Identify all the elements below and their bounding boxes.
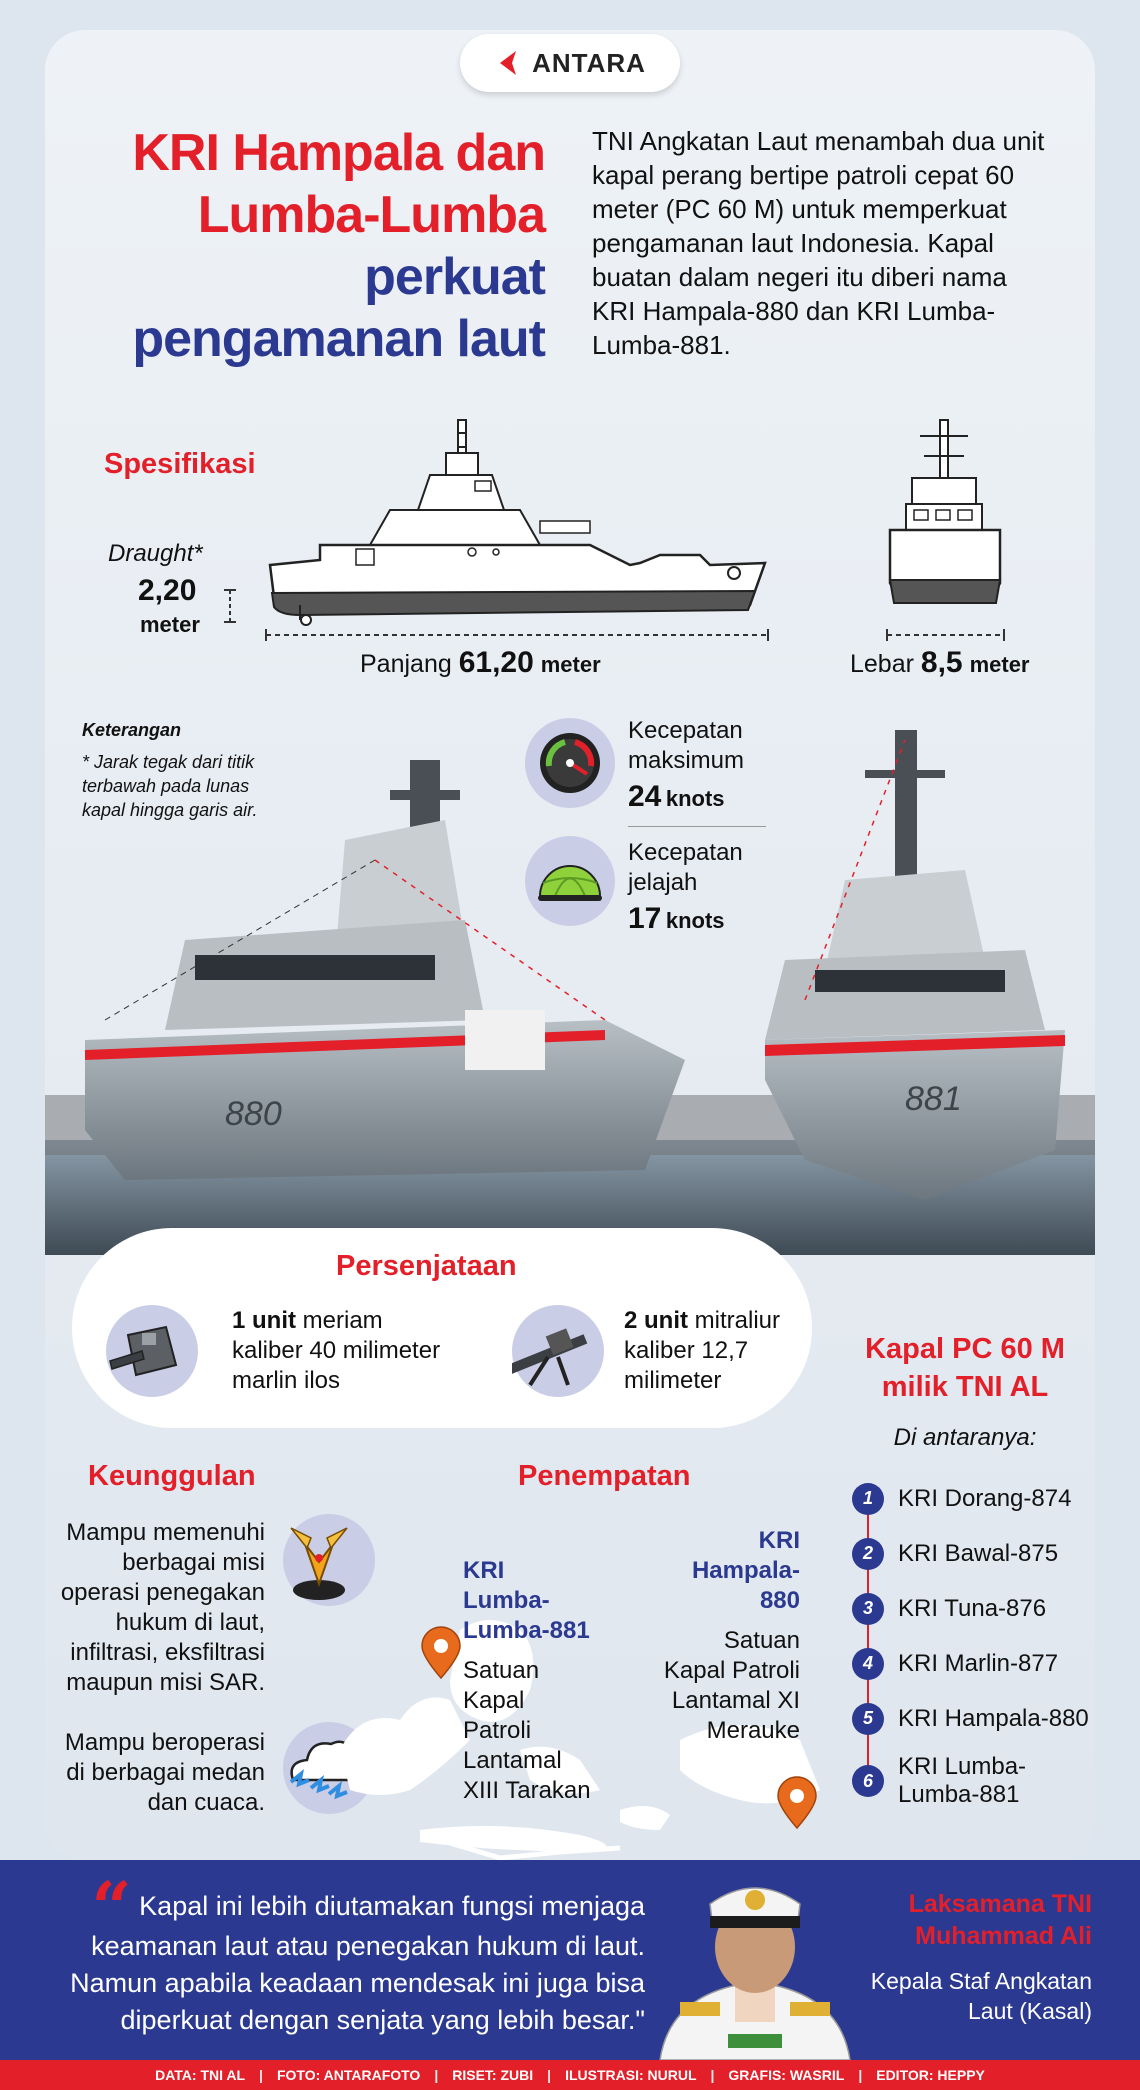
location-pin-icon bbox=[776, 1776, 818, 1830]
width-dimension-line bbox=[883, 628, 1008, 642]
cruise-speed-label-2: jelajah bbox=[628, 869, 698, 896]
draught-value: 2,20 bbox=[138, 574, 197, 607]
placement-ship-2-name-line: KRI bbox=[758, 1527, 800, 1554]
weapon-2 bbox=[624, 1306, 780, 1396]
advantage-1-line: berbagai misi bbox=[122, 1549, 265, 1576]
quote-person-role bbox=[830, 1966, 1092, 2026]
person-role-line-2: Laut (Kasal) bbox=[967, 1998, 1092, 2024]
advantage-1 bbox=[40, 1518, 265, 1698]
advantage-1-line: operasi penegakan bbox=[60, 1579, 265, 1606]
advantages-heading: Keunggulan bbox=[88, 1460, 256, 1492]
antara-logo[interactable] bbox=[460, 34, 680, 92]
placement-ship-1-name-line: Lumba-881 bbox=[463, 1617, 590, 1644]
max-speed bbox=[628, 780, 725, 814]
list-number: 1 bbox=[852, 1483, 884, 1515]
placement-ship-1-unit bbox=[463, 1656, 591, 1806]
list-item bbox=[852, 1691, 1102, 1746]
fleet-heading-line-1: Kapal PC 60 M bbox=[865, 1333, 1065, 1365]
ship-front-view-icon bbox=[880, 418, 1010, 613]
weapon-2-count: 2 unit bbox=[624, 1307, 688, 1334]
quote-line-1: Kapal ini lebih diutamakan fungsi menjaga bbox=[139, 1891, 645, 1921]
list-item bbox=[852, 1526, 1102, 1581]
list-item-name: KRI Lumba-Lumba-881 bbox=[898, 1753, 1027, 1808]
placement-ship-1-name-line: Lumba- bbox=[463, 1587, 550, 1614]
advantage-1-line: Mampu memenuhi bbox=[66, 1519, 265, 1546]
list-number: 6 bbox=[852, 1765, 884, 1797]
person-name-line-2: Muhammad Ali bbox=[915, 1922, 1092, 1950]
max-speed-label-2: maksimum bbox=[628, 747, 745, 774]
placement-heading: Penempatan bbox=[518, 1460, 691, 1492]
list-item-name: KRI Marlin-877 bbox=[898, 1649, 1059, 1677]
quote-line-4: diperkuat dengan senjata yang lebih besar." bbox=[120, 2005, 645, 2035]
cannon-icon-wrap bbox=[106, 1305, 198, 1397]
list-item bbox=[852, 1471, 1102, 1526]
placement-ship-2-unit-line: Lantamal XI bbox=[671, 1687, 800, 1714]
advantage-2-line: dan cuaca. bbox=[147, 1789, 265, 1816]
width-label: Lebar bbox=[850, 650, 914, 678]
max-speed-value: 24 bbox=[628, 780, 662, 813]
hull-number-881: 881 bbox=[905, 1080, 962, 1118]
draught-unit: meter bbox=[140, 612, 200, 637]
cruise-speed bbox=[628, 902, 725, 936]
weapon-2-type: mitraliur bbox=[688, 1307, 781, 1334]
placement-ship-2-unit-line: Kapal Patroli bbox=[663, 1657, 800, 1684]
machine-gun-icon-wrap bbox=[512, 1305, 604, 1397]
max-speed-unit: knots bbox=[665, 786, 725, 811]
weapon-1 bbox=[232, 1306, 440, 1396]
weapon-1-type: meriam bbox=[296, 1307, 383, 1334]
length-unit: meter bbox=[540, 652, 601, 677]
width-value: 8,5 bbox=[920, 646, 963, 679]
placement-ship-1-unit-line: Kapal bbox=[463, 1687, 525, 1714]
cruise-speed-label bbox=[628, 838, 743, 898]
max-speed-label-1: Kecepatan bbox=[628, 717, 743, 744]
list-number: 4 bbox=[852, 1648, 884, 1680]
credit-item: DATA: TNI AL bbox=[155, 2067, 246, 2083]
advantage-1-line: hukum di laut, bbox=[115, 1609, 265, 1636]
fleet-subheading: Di antaranya: bbox=[893, 1424, 1037, 1451]
title-line-4: pengamanan laut bbox=[132, 310, 545, 368]
quote-line-3: Namun apabila keadaan mendesak ini juga bisa bbox=[70, 1968, 645, 1998]
location-pin-icon bbox=[420, 1626, 462, 1680]
advantage-1-line: maupun misi SAR. bbox=[66, 1669, 265, 1696]
advantage-2 bbox=[40, 1728, 265, 1818]
note-heading: Keterangan bbox=[82, 720, 182, 740]
page-title bbox=[60, 122, 545, 370]
logo-text: ANTARA bbox=[532, 47, 646, 78]
draught-dimension-line bbox=[222, 588, 238, 624]
quote-line-2: keamanan laut atau penegakan hukum di laut. bbox=[91, 1931, 645, 1961]
spec-heading: Spesifikasi bbox=[104, 448, 256, 480]
placement-ship-2-unit-line: Satuan bbox=[723, 1627, 800, 1654]
speedometer-icon bbox=[535, 728, 605, 798]
credits-bar: DATA: TNI AL | FOTO: ANTARAFOTO | RISET: ZUBI | ILUSTRASI: NURUL | GRAFIS: WASRIL | EDITOR: HEPPY bbox=[0, 2060, 1140, 2090]
placement-ship-1-unit-line: Satuan bbox=[463, 1657, 540, 1684]
quote-person-name bbox=[830, 1888, 1092, 1952]
weapon-1-line-3: marlin ilos bbox=[232, 1367, 341, 1394]
fleet-list bbox=[852, 1471, 1102, 1816]
width-spec bbox=[850, 646, 1030, 680]
placement-ship-1-unit-line: Patroli bbox=[463, 1717, 532, 1744]
placement-ship-2-name-line: Hampala- bbox=[691, 1557, 800, 1584]
placement-ship-1-name bbox=[463, 1556, 590, 1646]
fleet-heading-line-2: milik TNI AL bbox=[881, 1371, 1049, 1403]
cruise-speed-label-1: Kecepatan bbox=[628, 839, 743, 866]
title-line-1: KRI Hampala dan bbox=[132, 124, 545, 182]
list-item-name: KRI Bawal-875 bbox=[898, 1539, 1059, 1567]
max-speed-label bbox=[628, 716, 744, 776]
list-item-name: KRI Tuna-876 bbox=[898, 1594, 1047, 1622]
list-number: 5 bbox=[852, 1703, 884, 1735]
draught-label: Draught* bbox=[108, 540, 203, 567]
weapon-1-line-2: kaliber 40 milimeter bbox=[232, 1337, 441, 1364]
placement-ship-2-unit bbox=[620, 1626, 800, 1746]
placement-ship-1-unit-line: XIII Tarakan bbox=[463, 1777, 591, 1804]
cannon-icon bbox=[106, 1305, 198, 1397]
hull-number-880: 880 bbox=[225, 1095, 282, 1133]
weapon-2-line-2: kaliber 12,7 bbox=[624, 1337, 749, 1364]
cruise-speed-value: 17 bbox=[628, 902, 662, 935]
length-spec bbox=[360, 646, 601, 680]
length-value: 61,20 bbox=[458, 646, 534, 679]
placement-ship-2-name bbox=[620, 1526, 800, 1616]
credit-item: EDITOR: HEPPY bbox=[876, 2067, 985, 2083]
cruise-speed-unit: knots bbox=[665, 908, 725, 933]
person-name-line-1: Laksamana TNI bbox=[908, 1890, 1092, 1918]
credit-item: RISET: ZUBI bbox=[452, 2067, 534, 2083]
list-number: 2 bbox=[852, 1538, 884, 1570]
list-item bbox=[852, 1746, 1102, 1816]
credit-item: ILUSTRASI: NURUL bbox=[565, 2067, 697, 2083]
list-item bbox=[852, 1581, 1102, 1636]
antara-logo-icon bbox=[494, 48, 524, 78]
credit-item: GRAFIS: WASRIL bbox=[728, 2067, 845, 2083]
quote-mark-icon: “ bbox=[91, 1866, 132, 1949]
placement-ship-2-unit-line: Merauke bbox=[706, 1717, 800, 1744]
speed-divider bbox=[628, 826, 766, 827]
length-dimension-line bbox=[262, 628, 772, 642]
intro-paragraph: TNI Angkatan Laut menambah dua unit kapal perang bertipe patroli cepat 60 meter (PC 60 M) untuk memperkuat pengamanan laut Indonesia. Kapal buatan dalam negeri itu diberi nama KRI Hampala-880 dan KRI Lumba-Lumba-881. bbox=[592, 126, 1045, 360]
list-item-name: KRI Hampala-880 bbox=[898, 1704, 1089, 1732]
ship-side-view-icon bbox=[260, 415, 775, 630]
title-line-2: Lumba-Lumba bbox=[197, 186, 545, 244]
weapon-2-line-3: milimeter bbox=[624, 1367, 722, 1394]
advantage-1-line: infiltrasi, eksfiltrasi bbox=[70, 1639, 265, 1666]
list-item bbox=[852, 1636, 1102, 1691]
person-role-line-1: Kepala Staf Angkatan bbox=[870, 1968, 1092, 1994]
length-label: Panjang bbox=[360, 650, 452, 678]
credit-item: FOTO: ANTARAFOTO bbox=[276, 2067, 421, 2083]
advantage-2-line: di berbagai medan bbox=[66, 1759, 265, 1786]
list-number: 3 bbox=[852, 1593, 884, 1625]
list-item-name: KRI Dorang-874 bbox=[898, 1484, 1072, 1512]
note-text: * Jarak tegak dari titik terbawah pada lunas kapal hingga garis air. bbox=[82, 752, 258, 820]
width-unit: meter bbox=[969, 652, 1030, 677]
cruise-speed-icon bbox=[535, 851, 605, 911]
weapon-1-count: 1 unit bbox=[232, 1307, 296, 1334]
advantage-2-line: Mampu beroperasi bbox=[64, 1729, 265, 1756]
quote bbox=[40, 1866, 645, 2039]
placement-ship-2-name-line: 880 bbox=[759, 1587, 800, 1614]
weapons-heading: Persenjataan bbox=[336, 1250, 517, 1282]
speedometer-icon-wrap bbox=[525, 718, 615, 808]
machine-gun-icon bbox=[512, 1305, 604, 1397]
cruise-icon-wrap bbox=[525, 836, 615, 926]
fleet-heading bbox=[830, 1330, 1100, 1406]
title-line-3: perkuat bbox=[364, 248, 545, 306]
placement-ship-1-name-line: KRI bbox=[463, 1557, 505, 1584]
placement-ship-1-unit-line: Lantamal bbox=[463, 1747, 562, 1774]
